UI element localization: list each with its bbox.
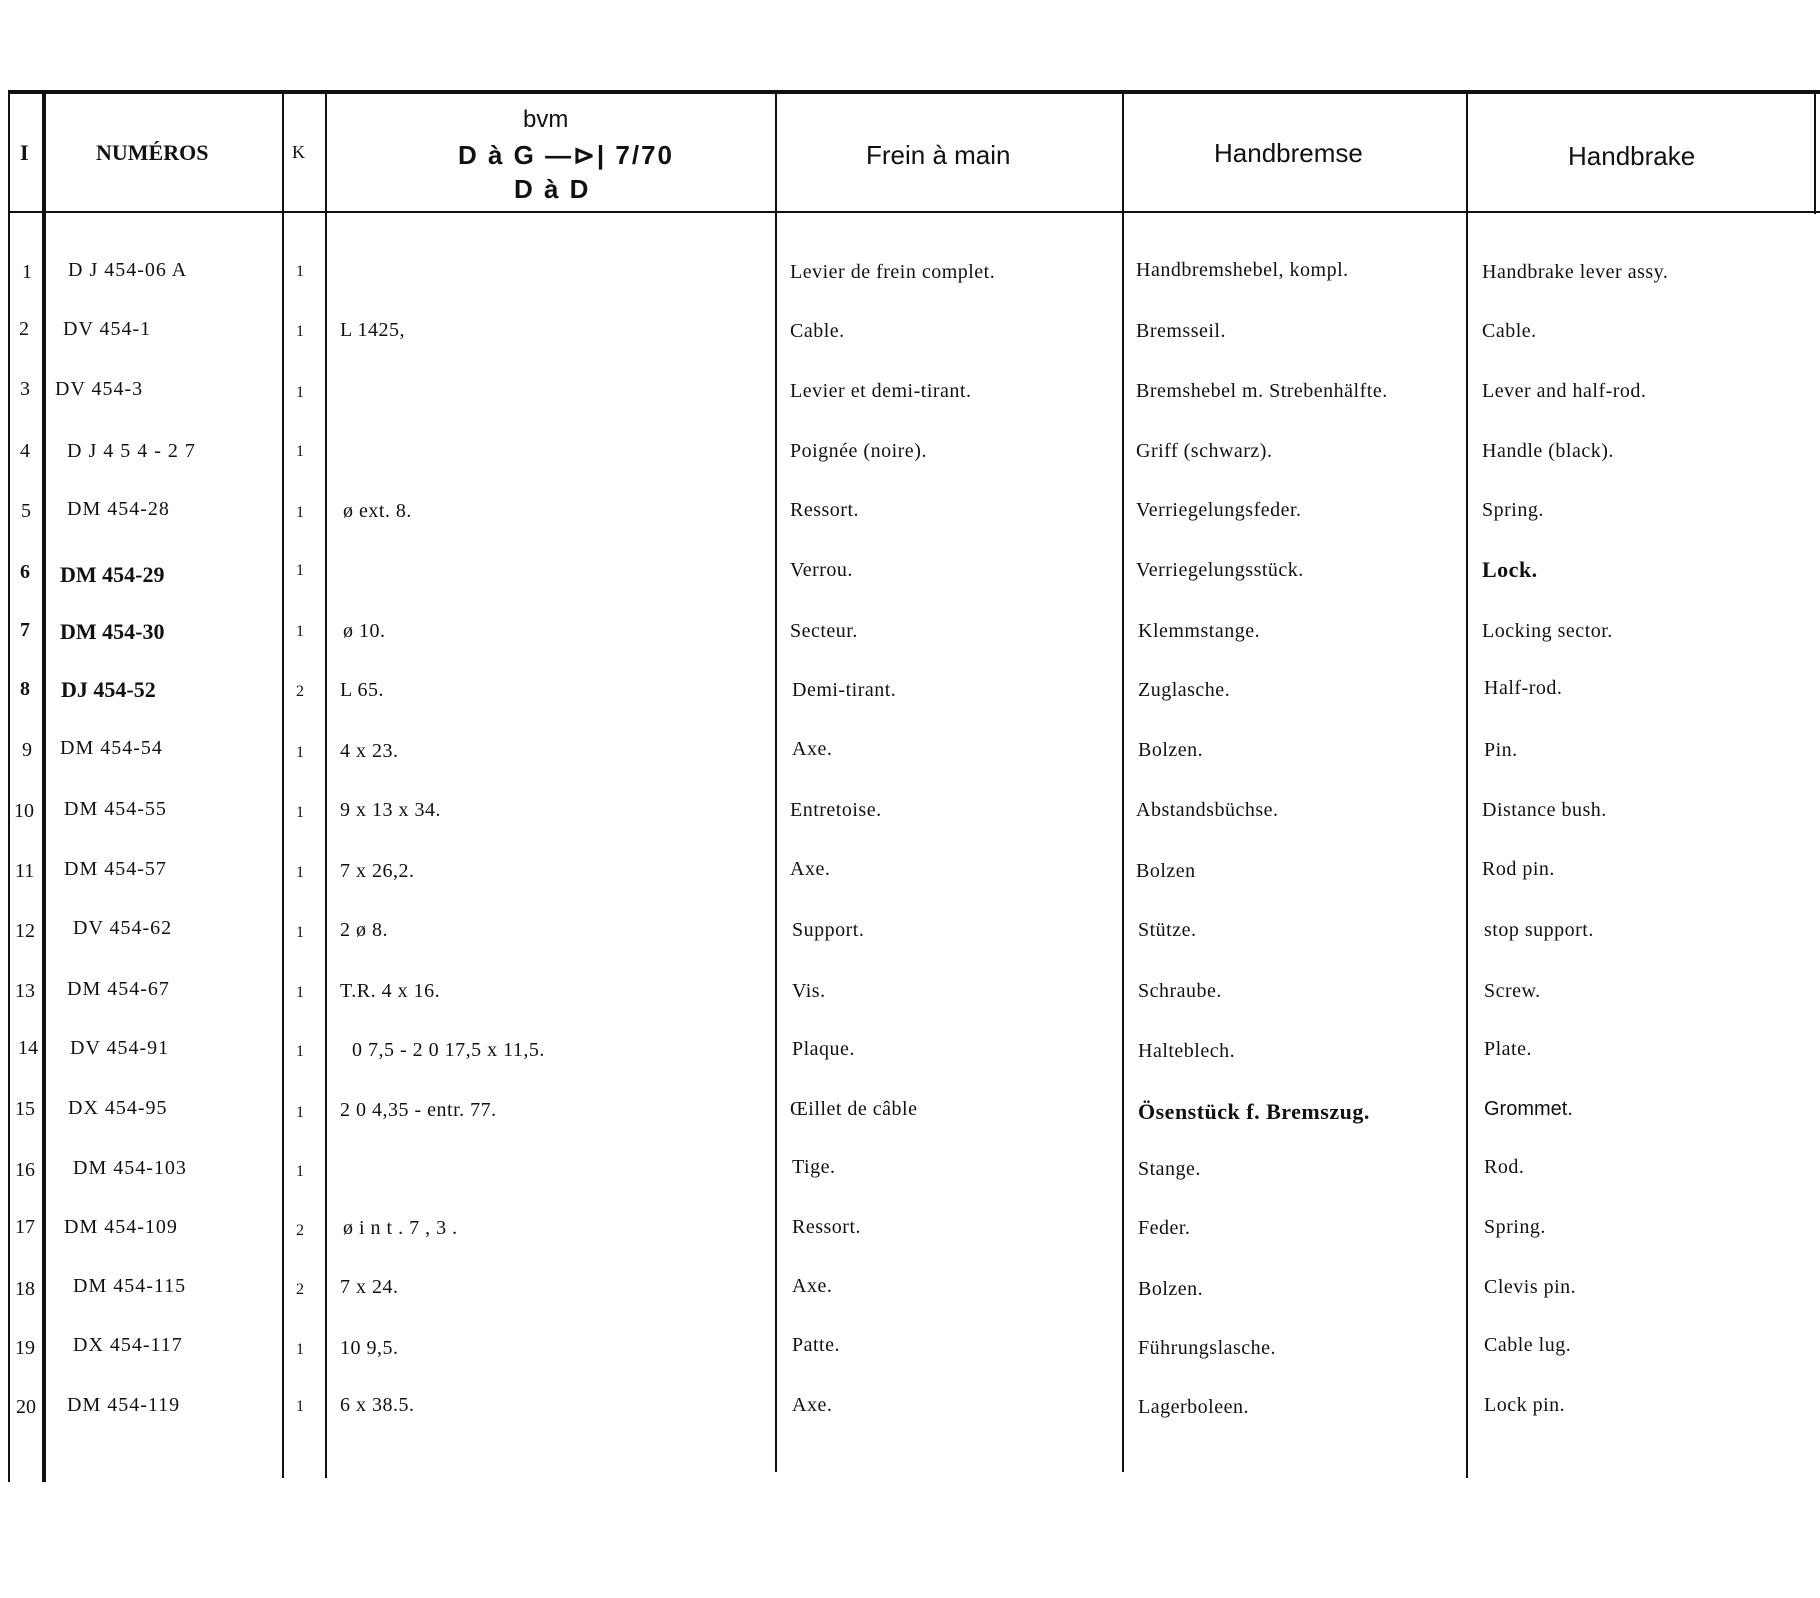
row-19-french: Patte.: [792, 1334, 840, 1356]
row-11-german: Bolzen: [1136, 860, 1196, 882]
row-10-english: Distance bush.: [1482, 799, 1607, 821]
row-7-number: DM 454-30: [60, 619, 165, 644]
row-3-index: 3: [20, 378, 30, 400]
row-1-english: Handbrake lever assy.: [1482, 261, 1669, 283]
row-15-number: DX 454-95: [68, 1097, 168, 1119]
header-english: Handbrake: [1568, 141, 1696, 171]
row-15-k: 1: [296, 1104, 304, 1121]
table-top-rule: [8, 90, 1820, 94]
row-12-spec: 2 ø 8.: [340, 919, 388, 941]
row-14-k: 1: [296, 1043, 304, 1060]
row-1-german: Handbremshebel, kompl.: [1136, 259, 1349, 281]
row-4-index: 4: [20, 440, 30, 462]
row-10-german: Abstandsbüchse.: [1136, 799, 1279, 821]
row-12-k: 1: [296, 924, 304, 941]
row-12-number: DV 454-62: [73, 917, 173, 939]
row-5-french: Ressort.: [790, 499, 859, 521]
row-3-k: 1: [296, 384, 304, 401]
row-14-german: Halteblech.: [1138, 1040, 1236, 1062]
row-2-index: 2: [19, 318, 29, 340]
row-14-french: Plaque.: [792, 1038, 855, 1060]
row-16-index: 16: [15, 1159, 35, 1181]
row-20-spec: 6 x 38.5.: [340, 1394, 415, 1416]
row-1-k: 1: [296, 263, 304, 280]
row-11-k: 1: [296, 864, 304, 881]
row-19-number: DX 454-117: [73, 1334, 183, 1356]
row-8-french: Demi-tirant.: [792, 679, 897, 701]
row-20-k: 1: [296, 1398, 304, 1415]
row-5-number: DM 454-28: [67, 498, 170, 520]
row-2-spec: L 1425,: [340, 319, 405, 341]
row-13-french: Vis.: [792, 980, 826, 1002]
row-7-french: Secteur.: [790, 620, 858, 642]
numeros-column-rule: [282, 90, 284, 1478]
row-19-german: Führungslasche.: [1138, 1337, 1277, 1359]
row-18-german: Bolzen.: [1138, 1278, 1204, 1300]
row-9-spec: 4 x 23.: [340, 740, 399, 762]
row-5-k: 1: [296, 504, 304, 521]
row-9-english: Pin.: [1484, 739, 1518, 761]
row-10-index: 10: [14, 800, 34, 822]
spec-column-rule: [775, 90, 777, 1472]
row-13-index: 13: [15, 980, 35, 1002]
row-2-german: Bremsseil.: [1136, 320, 1226, 342]
row-13-spec: T.R. 4 x 16.: [340, 980, 441, 1002]
row-20-german: Lagerboleen.: [1138, 1396, 1249, 1418]
row-14-spec: 0 7,5 - 2 0 17,5 x 11,5.: [352, 1039, 545, 1061]
row-4-german: Griff (schwarz).: [1136, 440, 1273, 462]
header-bottom-rule: [8, 211, 1820, 213]
header-d-a-d: D à D: [514, 174, 591, 204]
row-7-k: 1: [296, 623, 304, 640]
german-column-rule: [1466, 90, 1468, 1478]
row-13-german: Schraube.: [1138, 980, 1222, 1002]
row-2-french: Cable.: [790, 320, 845, 342]
row-3-french: Levier et demi-tirant.: [790, 380, 972, 402]
table-left-rule: [8, 90, 10, 1482]
row-20-french: Axe.: [792, 1394, 833, 1416]
row-12-german: Stütze.: [1138, 919, 1197, 941]
row-17-index: 17: [15, 1216, 35, 1238]
header-k: K: [292, 142, 305, 162]
row-6-number: DM 454-29: [60, 562, 165, 587]
row-9-french: Axe.: [792, 738, 833, 760]
row-9-number: DM 454-54: [60, 737, 163, 759]
row-10-number: DM 454-55: [64, 798, 167, 820]
row-14-english: Plate.: [1484, 1038, 1532, 1060]
row-2-english: Cable.: [1482, 320, 1537, 342]
k-column-rule: [325, 90, 327, 1478]
row-5-spec: ø ext. 8.: [343, 500, 412, 522]
row-1-index: 1: [22, 261, 32, 283]
header-d-a-g: D à G —⊳| 7/70: [458, 140, 675, 170]
row-19-spec: 10 9,5.: [340, 1337, 399, 1359]
row-5-english: Spring.: [1482, 499, 1544, 521]
row-17-french: Ressort.: [792, 1216, 861, 1238]
row-17-spec: ø i n t . 7 , 3 .: [343, 1217, 458, 1239]
row-11-english: Rod pin.: [1482, 858, 1555, 880]
row-15-german: Ösenstück f. Bremszug.: [1138, 1099, 1370, 1124]
row-4-english: Handle (black).: [1482, 440, 1614, 462]
row-13-k: 1: [296, 984, 304, 1001]
row-7-spec: ø 10.: [343, 620, 386, 642]
header-french: Frein à main: [866, 140, 1011, 170]
row-16-number: DM 454-103: [73, 1157, 187, 1179]
row-12-index: 12: [15, 920, 35, 942]
french-column-rule: [1122, 90, 1124, 1472]
row-13-english: Screw.: [1484, 980, 1541, 1002]
row-17-english: Spring.: [1484, 1216, 1546, 1238]
row-2-k: 1: [296, 323, 304, 340]
row-18-french: Axe.: [792, 1275, 833, 1297]
row-17-number: DM 454-109: [64, 1216, 178, 1238]
row-17-german: Feder.: [1138, 1217, 1191, 1239]
row-5-index: 5: [21, 500, 31, 522]
row-16-french: Tige.: [792, 1156, 836, 1178]
row-14-number: DV 454-91: [70, 1037, 170, 1059]
row-20-index: 20: [16, 1396, 36, 1418]
row-4-k: 1: [296, 443, 304, 460]
row-5-german: Verriegelungsfeder.: [1136, 499, 1302, 521]
row-4-number: D J 4 5 4 - 2 7: [67, 440, 196, 462]
row-3-english: Lever and half-rod.: [1482, 380, 1647, 402]
row-18-index: 18: [15, 1278, 35, 1300]
row-13-number: DM 454-67: [67, 978, 170, 1000]
header-index: I: [20, 140, 29, 165]
row-18-spec: 7 x 24.: [340, 1276, 399, 1298]
row-14-index: 14: [18, 1037, 38, 1059]
row-18-english: Clevis pin.: [1484, 1276, 1577, 1298]
row-6-index: 6: [20, 561, 30, 583]
english-column-rule: [1814, 90, 1816, 214]
row-3-german: Bremshebel m. Strebenhälfte.: [1136, 380, 1388, 402]
row-15-french: Œillet de câble: [790, 1098, 918, 1120]
row-10-spec: 9 x 13 x 34.: [340, 799, 441, 821]
row-11-index: 11: [15, 860, 35, 882]
row-7-index: 7: [20, 619, 30, 641]
row-11-french: Axe.: [790, 858, 831, 880]
row-15-spec: 2 0 4,35 - entr. 77.: [340, 1099, 497, 1121]
row-10-french: Entretoise.: [790, 799, 882, 821]
header-bvm: bvm: [523, 106, 569, 133]
row-19-index: 19: [15, 1337, 35, 1359]
header-german: Handbremse: [1214, 138, 1363, 168]
row-8-english: Half-rod.: [1484, 677, 1563, 699]
row-7-english: Locking sector.: [1482, 620, 1613, 642]
row-10-k: 1: [296, 804, 304, 821]
row-15-index: 15: [15, 1098, 35, 1120]
row-20-english: Lock pin.: [1484, 1394, 1566, 1416]
row-8-index: 8: [20, 678, 30, 700]
row-11-number: DM 454-57: [64, 858, 167, 880]
row-8-number: DJ 454-52: [61, 677, 156, 702]
row-8-spec: L 65.: [340, 679, 384, 701]
row-16-k: 1: [296, 1163, 304, 1180]
row-9-k: 1: [296, 744, 304, 761]
row-8-k: 2: [296, 683, 304, 700]
row-16-english: Rod.: [1484, 1156, 1525, 1178]
row-1-number: D J 454-06 A: [68, 259, 188, 281]
row-4-french: Poignée (noire).: [790, 440, 927, 462]
row-8-german: Zuglasche.: [1138, 679, 1231, 701]
row-18-k: 2: [296, 1281, 304, 1298]
row-6-french: Verrou.: [790, 559, 853, 581]
row-15-english: Grommet.: [1484, 1098, 1573, 1120]
row-16-german: Stange.: [1138, 1158, 1201, 1180]
row-9-german: Bolzen.: [1138, 739, 1204, 761]
row-12-french: Support.: [792, 919, 865, 941]
row-6-german: Verriegelungsstück.: [1136, 559, 1304, 581]
row-12-english: stop support.: [1484, 919, 1594, 941]
row-2-number: DV 454-1: [63, 318, 152, 340]
row-7-german: Klemmstange.: [1138, 620, 1261, 642]
row-20-number: DM 454-119: [67, 1394, 181, 1416]
row-3-number: DV 454-3: [55, 378, 144, 400]
row-6-k: 1: [296, 562, 304, 579]
row-18-number: DM 454-115: [73, 1275, 187, 1297]
row-19-k: 1: [296, 1341, 304, 1358]
row-19-english: Cable lug.: [1484, 1334, 1572, 1356]
header-numeros: NUMÉROS: [96, 140, 209, 165]
row-11-spec: 7 x 26,2.: [340, 860, 415, 882]
index-column-rule: [42, 90, 46, 1482]
row-1-french: Levier de frein complet.: [790, 261, 996, 283]
row-6-english: Lock.: [1482, 557, 1538, 582]
row-17-k: 2: [296, 1222, 304, 1239]
row-9-index: 9: [22, 739, 32, 761]
